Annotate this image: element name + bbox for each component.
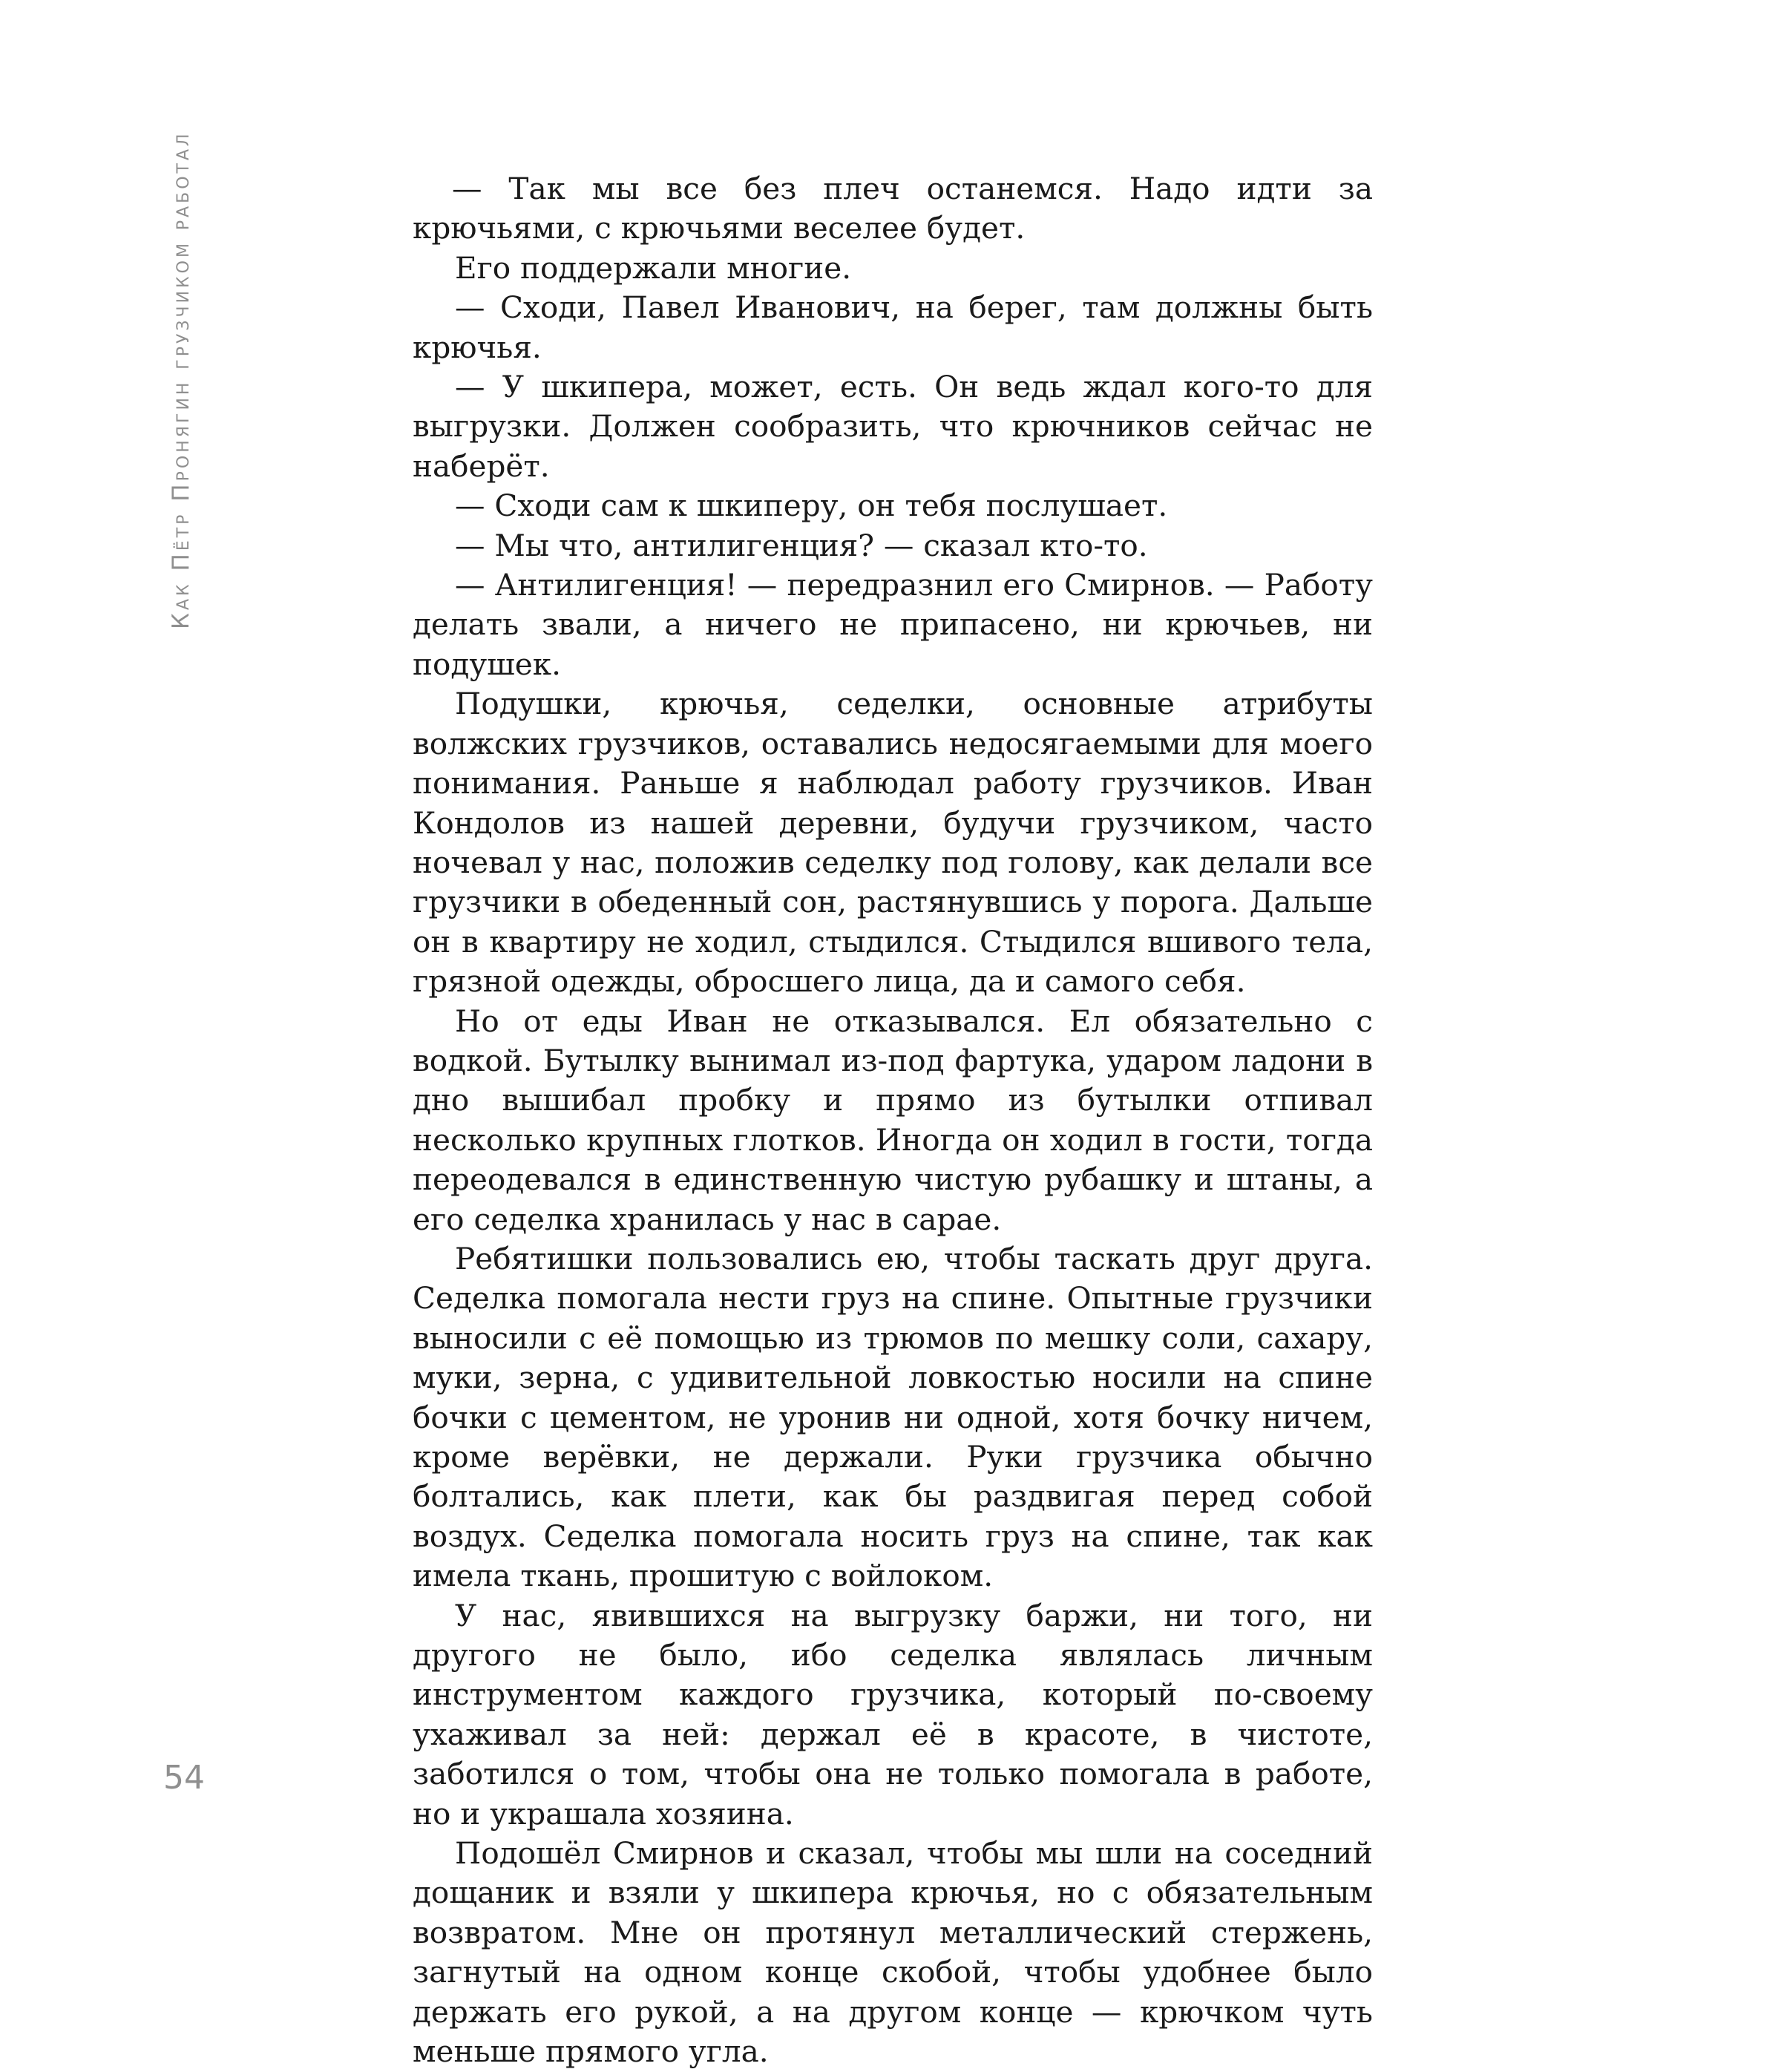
paragraph: Его поддержали многие.	[455, 249, 852, 286]
paragraph: — Сходи, Павел Иванович, на берег, там должны быть крючья.	[413, 289, 1373, 365]
paragraph: — У шкипера, может, есть. Он ведь ждал кого-то для выгрузки. Должен сообразить, что крючников сейчас не наберёт.	[413, 369, 1373, 484]
paragraph: Ребятишки пользовались ею, чтобы таскать друг друга. Седелка помогала нести груз на спине. Опытные грузчики выносили с её помощью из трюмов по мешку соли, сахару, муки, зерна, с удивительной ловкостью носили на спине бочки с цементом, не уронив ни одной, хотя бочку ничем, кроме верёвки, не держали. Руки грузчика обычно болтались, как плети, как бы раздвигая перед собой воздух. Седелка помогала носить груз на спине, так как имела ткань, прошитую с войлоком.	[413, 1240, 1373, 1594]
paragraph: Подошёл Смирнов и сказал, чтобы мы шли на соседний дощаник и взяли у шкипера крючья, но с обязательным возвратом. Мне он протянул металлический стержень, загнутый на одном конце скобой, чтобы удобнее было держать его рукой, а на другом конце — крючком чуть меньше прямого угла.	[413, 1835, 1373, 2070]
paragraph: — Мы что, антилигенция? — сказал кто-то.	[455, 527, 1148, 563]
paragraph: Подушки, крючья, седелки, основные атрибуты волжских грузчиков, оставались недосягаемыми для моего понимания. Раньше я наблюдал работу грузчиков. Иван Кондолов из нашей деревни, будучи грузчиком, часто ночевал у нас, положив седелку под голову, как делали все грузчики в обеденный сон, растянувшись у порога. Дальше он в квартиру не ходил, стыдился. Стыдился вшивого тела, грязной одежды, обросшего лица, да и самого себя.	[413, 686, 1373, 1000]
paragraph: — Так мы все без плеч останемся. Надо идти за крючьями, с крючьями веселее будет.	[413, 171, 1373, 246]
running-head	[166, 131, 196, 629]
page-number: 54	[163, 1759, 205, 1797]
paragraph: Но от еды Иван не отказывался. Ел обязательно с водкой. Бутылку вынимал из-под фартука, ударом ладони в дно вышибал пробку и прямо из бутылки отпивал несколько крупных глотков. Иногда он ходил в гости, тогда переодевался в единственную чистую рубашку и штаны, а его седелка хранилась у нас в сарае.	[413, 1003, 1373, 1237]
paragraph: — Антилигенция! — передразнил его Смирнов. — Работу делать звали, а ничего не припасено, ни крючьев, ни подушек.	[413, 567, 1373, 682]
paragraph: У нас, явившихся на выгрузку баржи, ни того, ни другого не было, ибо седелка являлась личным инструментом каждого грузчика, который по-своему ухаживал за ней: держал её в красоте, в чистоте, заботился о том, чтобы она не только помогала в работе, но и украшала хозяина.	[413, 1597, 1373, 1832]
paragraph: — Сходи сам к шкиперу, он тебя послушает.	[455, 488, 1168, 524]
running-head-author: Как Пётр Пронягин	[168, 379, 194, 629]
body-text	[413, 169, 1373, 2072]
running-head-title: грузчиком работал	[168, 131, 194, 370]
